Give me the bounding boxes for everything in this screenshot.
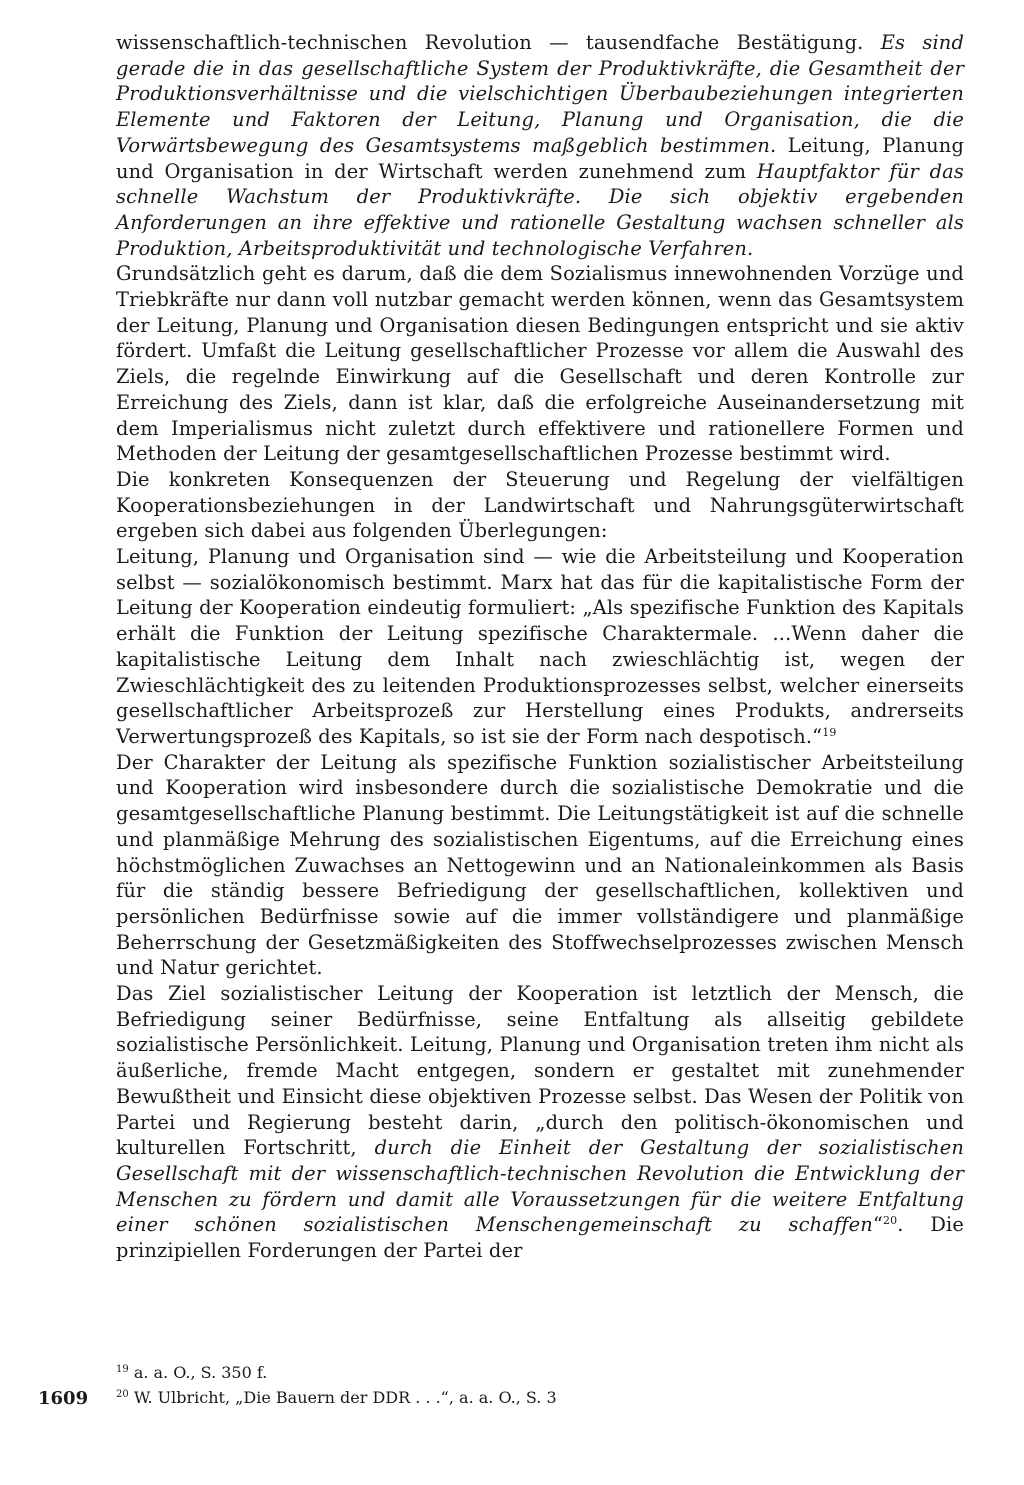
emphasized-text: durch die Einheit der Gestaltung der sozialistischen Gesellschaft mit der wissenschaftlich-technischen Revolution die Entwicklung der Menschen zu fördern und damit alle Voraussetzungen für die weitere Entfaltung einer schönen sozialistischen Menschengemeinschaft zu schaffen bbox=[116, 1136, 964, 1237]
text-run: wissenschaftlich-technischen Revolution — tausendfache Bestätigung. bbox=[116, 31, 881, 54]
text-run: “ bbox=[872, 1213, 883, 1237]
footnote-text: W. Ulbricht, „Die Bauern der DDR . . .“, a. a. O., S. 3 bbox=[128, 1388, 557, 1407]
footnote-number: 20 bbox=[116, 1389, 129, 1400]
text-run: Grundsätzlich geht es darum, daß die dem Sozialismus innewohnenden Vorzüge und Triebkräfte nur dann voll nutzbar gemacht werden können, wenn das Gesamtsystem der Leitung, Planung und Organisation diesen Bedingungen entspricht und sie aktiv fördert. Umfaßt die Leitung gesellschaftlicher Prozesse vor allem die Auswahl des Ziels, die regelnde Einwirkung auf die Gesellschaft und deren Kontrolle zur Erreichung des Ziels, dann ist klar, daß die erfolgreiche Auseinandersetzung mit dem Imperialismus nicht zuletzt durch effektivere und rationellere Formen und Methoden der Leitung der gesamtgesellschaftlichen Prozesse bestimmt wird. bbox=[116, 262, 964, 466]
footnote bbox=[116, 1385, 964, 1410]
paragraph bbox=[116, 981, 964, 1264]
footnotes bbox=[116, 1360, 964, 1410]
text-run: Der Charakter der Leitung als spezifische Funktion sozialistischer Arbeitsteilung und Kooperation wird insbesondere durch die sozialistische Demokratie und die gesamtgesellschaftliche Planung bestimmt. Die Leitungstätigkeit ist auf die schnelle und planmäßige Mehrung des sozialistischen Eigentums, auf die Erreichung eines höchstmöglichen Zuwachses an Nettogewinn und an Nationaleinkommen als Basis für die ständig bessere Befriedigung der gesellschaftlichen, kollektiven und persönlichen Bedürfnisse sowie auf die immer vollständigere und planmäßige Beherrschung der Gesetzmäßigkeiten des Stoffwechselprozesses zwischen Mensch und Natur gerichtet. bbox=[116, 750, 964, 980]
paragraph bbox=[116, 750, 964, 981]
text-run: Leitung, Planung und Organisation sind — wie die Arbeitsteilung und Kooperation selbst — sozialökonomisch bestimmt. Marx hat das für die kapitalistische Form der Leitung der Kooperation eindeutig formuliert: „Als spezifische Funktion des Kapitals erhält die Funktion der Leitung spezifische Charaktermale. ...Wenn daher die kapitalistische Leitung dem Inhalt nach zwieschlächtig ist, wegen der Zwieschlächtigkeit des zu leitenden Produktionsprozesses selbst, welcher einerseits gesellschaftlicher Arbeitsprozeß zur Herstellung eines Produkts, andrerseits Verwertungsprozeß des Kapitals, so ist sie der Form nach despotisch.“ bbox=[116, 545, 964, 748]
paragraph bbox=[116, 544, 964, 750]
page-body bbox=[116, 30, 964, 1264]
text-run: Die konkreten Konsequenzen der Steuerung und Regelung der vielfältigen Kooperationsbeziehungen in der Landwirtschaft und Nahrungsgüterwirtschaft ergeben sich dabei aus folgenden Überlegungen: bbox=[116, 467, 964, 543]
page-number: 1609 bbox=[38, 1388, 89, 1409]
footnote-number: 19 bbox=[116, 1364, 129, 1375]
footnote bbox=[116, 1360, 964, 1385]
emphasized-text: Hauptfaktor für das schnelle Wachstum der Produktivkräfte. Die sich objektiv ergebenden Anforderungen an ihre effektive und rationelle Gestaltung wachsen schneller als Produktion, Arbeitsproduktivität und technologische Verfahren. bbox=[116, 159, 964, 260]
paragraph bbox=[116, 30, 964, 261]
footnote-reference: 19 bbox=[822, 725, 837, 739]
emphasized-text: Es sind gerade die in das gesellschaftliche System der Produktivkräfte, die Gesamtheit der Produktionsverhältnisse und die vielschichtigen Überbaubeziehungen integrierten Elemente und Faktoren der Leitung, Planung und Organisation, die die Vorwärtsbewegung des Gesamtsystems maßgeblich bestimmen. bbox=[116, 31, 965, 157]
paragraph bbox=[116, 467, 964, 544]
text-run: Leitung, Planung und Organisation in der Wirtschaft werden zunehmend zum bbox=[116, 133, 965, 183]
text-run: Das Ziel sozialistischer Leitung der Kooperation ist letztlich der Mensch, die Befriedigung seiner Bedürfnisse, seine Entfaltung als allseitig gebildete sozialistische Persönlichkeit. Leitung, Planung und Organisation treten ihm nicht als äußerliche, fremde Macht entgegen, sondern er gestaltet mit zunehmender Bewußtheit und Einsicht diese objektiven Prozesse selbst. Das Wesen der Politik von Partei und Regierung besteht darin, „durch den politisch-ökonomischen und kulturellen Fortschritt, bbox=[116, 982, 964, 1160]
paragraph bbox=[116, 261, 964, 467]
text-run: . Die prinzipiellen Forderungen der Partei der bbox=[116, 1213, 964, 1263]
footnote-reference: 20 bbox=[882, 1214, 898, 1228]
footnote-text: a. a. O., S. 350 f. bbox=[128, 1363, 268, 1382]
